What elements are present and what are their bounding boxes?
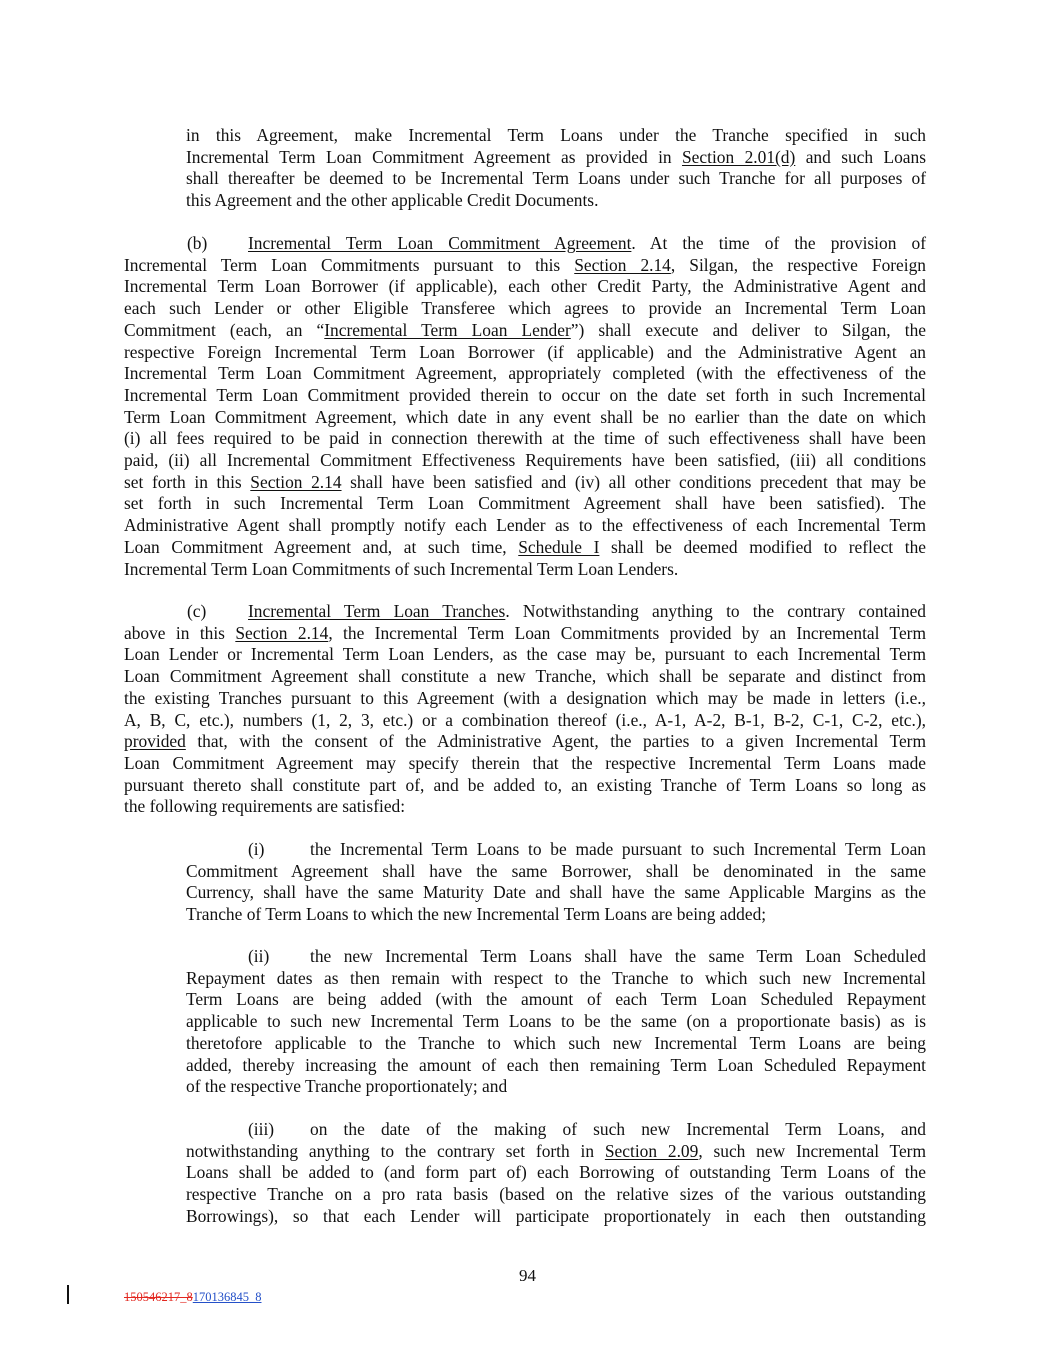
list-item-ii	[186, 946, 926, 1098]
text-line: theretofore applicable to the Tranche to which such new Incremental Term Loans are being	[186, 1032, 926, 1053]
defined-term: Incremental Term Loan Lender	[324, 319, 571, 340]
item-label: (iii)	[248, 1119, 275, 1139]
text-line: above in this Section 2.14, the Incremental Term Loan Commitments provided by an Incremental Term	[124, 622, 926, 643]
text-line: Tranche of Term Loans to which the new Incremental Term Loans are being added;	[186, 904, 767, 925]
section-reference: Section 2.14	[250, 471, 342, 492]
text-line: Term Loan Commitment Agreement, which date in any event shall be no earlier than the date on which	[124, 406, 926, 427]
text-line: Commitment (each, an “Incremental Term Loan Lender”) shall execute and deliver to Silgan, the	[124, 319, 927, 340]
text-line: this Agreement and the other applicable Credit Documents.	[186, 190, 599, 211]
text-line: respective Tranche on a pro rata basis (based on the relative sizes of the various outstanding	[186, 1184, 926, 1205]
paragraph-label: (b)	[187, 233, 208, 253]
text-line: Borrowings), so that each Lender will participate proportionately in each then outstanding	[186, 1205, 926, 1226]
text-line: Commitment Agreement shall have the same Borrower, shall be denominated in the same	[186, 860, 926, 881]
paragraph-heading: Incremental Term Loan Commitment Agreement	[248, 233, 632, 253]
deleted-document-id: 150546217_8	[124, 1290, 193, 1304]
text-line: (i) all fees required to be paid in connection therewith at the time of such effectiveness shall have been	[124, 428, 926, 449]
list-item-i	[186, 839, 926, 926]
text-line: notwithstanding anything to the contrary set forth in Section 2.09, such new Incremental Term	[186, 1140, 926, 1161]
text-line: (c) Incremental Term Loan Tranches. Notwithstanding anything to the contrary contained	[187, 601, 927, 621]
text-line: (ii) the new Incremental Term Loans shall have the same Term Loan Scheduled	[248, 946, 926, 966]
section-reference: Section 2.14	[574, 254, 671, 275]
text-line: Incremental Term Loan Commitments of such Incremental Term Loan Lenders.	[124, 558, 679, 579]
paragraph-heading: Incremental Term Loan Tranches	[248, 601, 506, 621]
text-line: Loan Commitment Agreement shall constitute a new Tranche, which shall be separate and distinct from	[124, 666, 926, 687]
text-line: Term Loans are being added (with the amount of each Term Loan Scheduled Repayment	[186, 989, 926, 1010]
paragraph-a-continuation	[186, 125, 926, 212]
text-line: Incremental Term Loan Commitment provided therein to occur on the date set forth in such Incremental	[124, 384, 926, 405]
text-line: each such Lender or other Eligible Transferee which agrees to provide an Incremental Term Loan	[124, 298, 926, 319]
text-line: applicable to such new Incremental Term Loans to be the same (on a proportionate basis) as is	[186, 1011, 926, 1032]
section-reference: Section 2.09	[604, 1140, 699, 1161]
text-line: shall thereafter be deemed to be Incremental Term Loans under such Tranche for all purposes of	[186, 168, 926, 189]
inserted-document-id: 170136845_8	[192, 1290, 262, 1304]
text-line: (iii) on the date of the making of such new Incremental Term Loans, and	[248, 1119, 926, 1139]
text-line: pursuant thereto shall constitute part of, and be added to, an existing Tranche of Term Loans so long as	[124, 774, 926, 795]
text-line: A, B, C, etc.), numbers (1, 2, 3, etc.) or a combination thereof (i.e., A-1, A-2, B-1, B-2, C-1, C-2, etc.),	[124, 709, 926, 730]
paragraph-b	[124, 233, 926, 580]
text-line: Repayment dates as then remain with respect to the Tranche to which such new Incremental	[186, 967, 926, 988]
text-line: Loans shall be added to (and form part of) each Borrowing of outstanding Term Loans of the	[186, 1162, 926, 1183]
text-line: set forth in this Section 2.14 shall have been satisfied and (iv) all other conditions precedent that may be	[124, 471, 926, 492]
text-line: Incremental Term Loan Commitment Agreement, appropriately completed (with the effectiveness of the	[124, 363, 926, 384]
text-line: Incremental Term Loan Borrower (if applicable), each other Credit Party, the Administrative Agent and	[124, 276, 926, 297]
document-id	[124, 1290, 262, 1305]
text-line: of the respective Tranche proportionately; and	[186, 1076, 508, 1097]
text-line: (b) Incremental Term Loan Commitment Agreement. At the time of the provision of	[187, 233, 926, 253]
text-line: respective Foreign Incremental Term Loan Borrower (if applicable) and the Administrative Agent an	[124, 341, 926, 362]
section-reference: Section 2.01(d)	[682, 146, 796, 167]
proviso-term: provided	[124, 731, 186, 752]
text-line: set forth in such Incremental Term Loan Commitment Agreement shall have been satisfied). The	[124, 493, 926, 514]
text-line: Incremental Term Loan Commitments pursuant to this Section 2.14, Silgan, the respective Foreign	[124, 254, 926, 275]
text-line: the existing Tranches pursuant to this Agreement (with a designation which may be made in letters (i.e.,	[124, 687, 926, 708]
text-line: Loan Commitment Agreement may specify therein that the respective Incremental Term Loans made	[124, 752, 926, 773]
change-bar	[67, 1285, 69, 1304]
text-line: paid, (ii) all Incremental Commitment Effectiveness Requirements have been satisfied, (iii) all conditions	[124, 450, 926, 471]
text-line: added, thereby increasing the amount of each then remaining Term Loan Scheduled Repayment	[186, 1054, 926, 1075]
text-line: (i) the Incremental Term Loans to be made pursuant to such Incremental Term Loan	[248, 839, 926, 859]
text-line: the following requirements are satisfied:	[124, 796, 406, 817]
text-line: provided that, with the consent of the Administrative Agent, the parties to a given Incremental Term	[124, 731, 926, 752]
text-line: Loan Lender or Incremental Term Loan Lenders, as the case may be, pursuant to each Incremental Term	[124, 644, 926, 665]
section-reference: Section 2.14	[235, 622, 329, 643]
item-label: (ii)	[248, 946, 270, 966]
schedule-reference: Schedule I	[518, 536, 600, 557]
text-line: Loan Commitment Agreement and, at such time, Schedule I shall be deemed modified to reflect the	[124, 536, 926, 557]
text-line: Incremental Term Loan Commitment Agreement as provided in Section 2.01(d) and such Loans	[186, 146, 926, 167]
text-line: in this Agreement, make Incremental Term Loans under the Tranche specified in such	[186, 125, 926, 145]
paragraph-c	[124, 601, 926, 818]
item-label: (i)	[248, 839, 265, 859]
page-number: 94	[519, 1266, 536, 1285]
list-item-iii	[186, 1119, 926, 1228]
text-line: Administrative Agent shall promptly notify each Lender as to the effectiveness of each Incremental Term	[124, 515, 926, 536]
paragraph-label: (c)	[187, 601, 207, 621]
text-line: Currency, shall have the same Maturity Date and shall have the same Applicable Margins as the	[186, 882, 926, 903]
